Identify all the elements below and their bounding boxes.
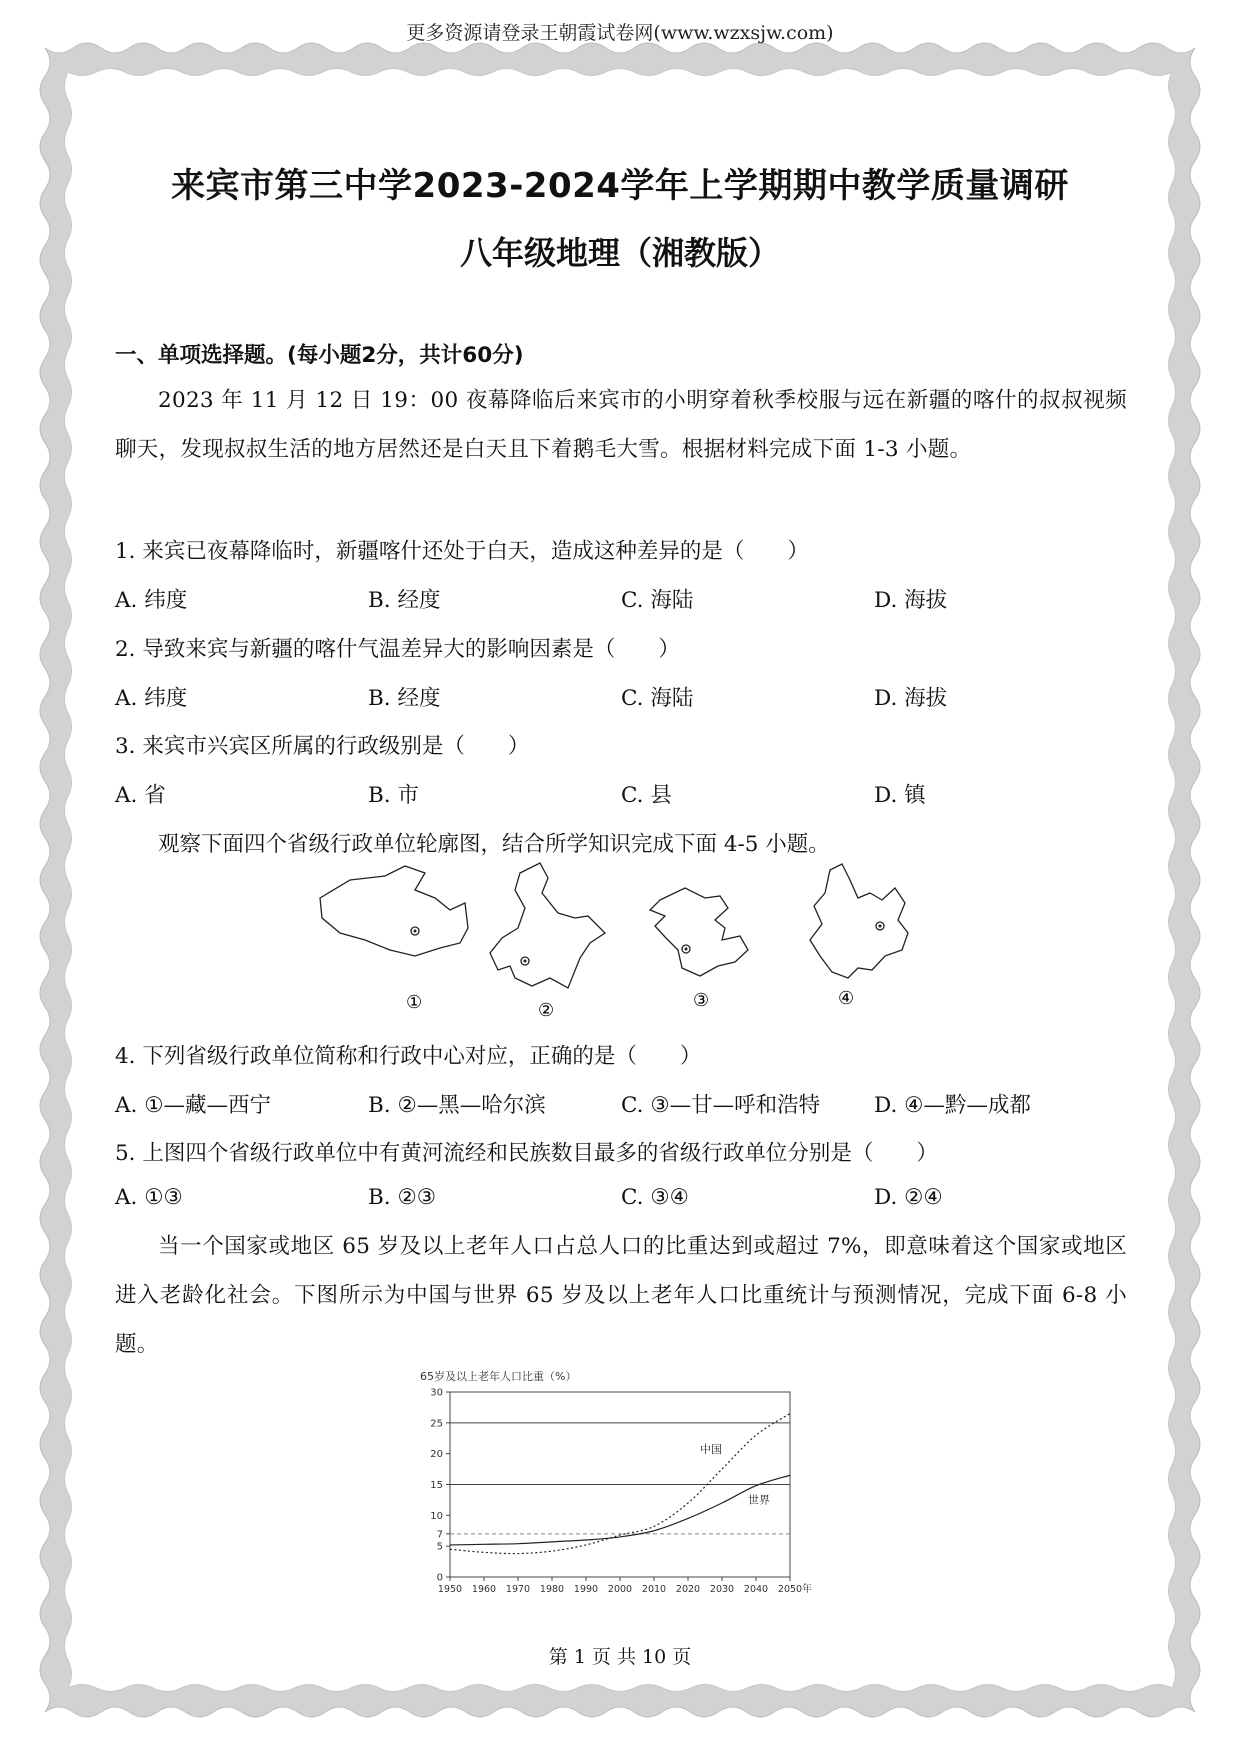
q5-option-a[interactable]: A. ①③ xyxy=(115,1185,183,1210)
q1-option-b[interactable]: B. 经度 xyxy=(368,588,441,613)
y-tick-label-10: 10 xyxy=(430,1510,443,1522)
x-axis-label: 年 xyxy=(802,1584,812,1595)
question-5-stem: 5. 上图四个省级行政单位中有黄河流经和民族数目最多的省级行政单位分别是（ ） xyxy=(115,1141,938,1166)
question-3-options xyxy=(115,778,1127,808)
section-heading: 一、单项选择题。(每小题2分，共计60分) xyxy=(115,343,524,368)
map-3-gansu xyxy=(650,888,748,1011)
question-4-options xyxy=(115,1088,1127,1118)
y-tick-label-25: 25 xyxy=(430,1418,443,1430)
q2-option-c[interactable]: C. 海陆 xyxy=(621,686,694,711)
q3-option-d[interactable]: D. 镇 xyxy=(874,783,926,808)
q2-option-b[interactable]: B. 经度 xyxy=(368,686,441,711)
x-tick-label-2020: 2020 xyxy=(675,1584,701,1595)
question-2-stem: 2. 导致来宾与新疆的喀什气温差异大的影响因素是（ ） xyxy=(115,637,680,662)
q1-option-d[interactable]: D. 海拔 xyxy=(874,588,948,613)
province-outline-maps xyxy=(310,858,930,1018)
map-1-label: ① xyxy=(406,992,423,1013)
x-tick-label-2050: 2050 xyxy=(777,1584,803,1595)
q2-option-a[interactable]: A. 纬度 xyxy=(115,686,188,711)
x-tick-label-2010: 2010 xyxy=(641,1584,667,1595)
exam-title: 来宾市第三中学2023-2024学年上学期期中教学质量调研 xyxy=(171,166,1069,206)
q1-option-c[interactable]: C. 海陆 xyxy=(621,588,694,613)
map-3-label: ③ xyxy=(693,990,710,1011)
map-2-label: ② xyxy=(538,1000,555,1018)
y-tick-label-30: 30 xyxy=(430,1387,443,1399)
y-tick-label-20: 20 xyxy=(430,1449,443,1461)
map-4-yunnan xyxy=(810,864,908,1009)
intro-paragraph-3: 当一个国家或地区 65 岁及以上老年人口占总人口的比重达到或超过 7%，即意味着这个国家或地区进入老龄化社会。下图所示为中国与世界 65 岁及以上老年人口比重统计与预测情况，完成下面 6-8 小题。 xyxy=(115,1234,1127,1357)
question-5-options xyxy=(115,1185,1127,1215)
y-tick-label-5: 5 xyxy=(436,1541,443,1553)
question-4-stem: 4. 下列省级行政单位简称和行政中心对应，正确的是（ ） xyxy=(115,1044,702,1069)
x-tick-label-1960: 1960 xyxy=(471,1584,497,1595)
series-line-china xyxy=(450,1414,790,1554)
x-tick-label-1950: 1950 xyxy=(437,1584,463,1595)
q4-option-d[interactable]: D. ④—黔—成都 xyxy=(874,1093,1031,1118)
intro-paragraph-1: 2023 年 11 月 12 日 19：00 夜幕降临后来宾市的小明穿着秋季校服与远在新疆的喀什的叔叔视频聊天，发现叔叔生活的地方居然还是白天且下着鹅毛大雪。根据材料完成下面 1-3 小题。 xyxy=(115,388,1127,462)
q2-option-d[interactable]: D. 海拔 xyxy=(874,686,948,711)
x-tick-label-2040: 2040 xyxy=(743,1584,769,1595)
y-tick-label-15: 15 xyxy=(430,1480,443,1491)
exam-subtitle: 八年级地理（湘教版） xyxy=(459,234,780,272)
x-tick-label-1990: 1990 xyxy=(573,1584,599,1595)
page-number: 第 1 页 共 10 页 xyxy=(548,1646,692,1668)
x-tick-label-1970: 1970 xyxy=(505,1584,531,1595)
chart-title: 65岁及以上老年人口比重（%） xyxy=(420,1370,577,1383)
y-tick-label-0: 0 xyxy=(436,1572,443,1584)
x-tick-label-2030: 2030 xyxy=(709,1584,735,1595)
series-label-china: 中国 xyxy=(700,1443,722,1457)
q3-option-a[interactable]: A. 省 xyxy=(115,783,166,808)
map-4-label: ④ xyxy=(838,988,855,1009)
q3-option-b[interactable]: B. 市 xyxy=(368,783,419,808)
q4-option-c[interactable]: C. ③—甘—呼和浩特 xyxy=(621,1093,821,1118)
map-2-heilongjiang xyxy=(490,863,605,1018)
question-1-stem: 1. 来宾已夜幕降临时，新疆喀什还处于白天，造成这种差异的是（ ） xyxy=(115,539,809,564)
q1-option-a[interactable]: A. 纬度 xyxy=(115,588,188,613)
q5-option-d[interactable]: D. ②④ xyxy=(874,1185,943,1210)
intro-paragraph-2: 观察下面四个省级行政单位轮廓图，结合所学知识完成下面 4-5 小题。 xyxy=(158,832,830,857)
y-tick-label-7: 7 xyxy=(436,1529,443,1541)
aging-population-chart xyxy=(410,1365,830,1605)
question-2-options xyxy=(115,681,1127,711)
series-label-world: 世界 xyxy=(748,1493,770,1507)
x-tick-label-1980: 1980 xyxy=(539,1584,565,1595)
q5-option-b[interactable]: B. ②③ xyxy=(368,1185,437,1210)
q4-option-b[interactable]: B. ②—黑—哈尔滨 xyxy=(368,1093,546,1118)
site-header-text: 更多资源请登录王朝霞试卷网(www.wzxsjw.com) xyxy=(406,22,834,44)
q5-option-c[interactable]: C. ③④ xyxy=(621,1185,689,1210)
question-3-stem: 3. 来宾市兴宾区所属的行政级别是（ ） xyxy=(115,734,530,759)
q4-option-a[interactable]: A. ①—藏—西宁 xyxy=(115,1093,271,1118)
x-tick-label-2000: 2000 xyxy=(607,1584,633,1595)
map-1-tibet xyxy=(320,866,468,1013)
q3-option-c[interactable]: C. 县 xyxy=(621,783,672,808)
question-1-options xyxy=(115,583,1127,613)
